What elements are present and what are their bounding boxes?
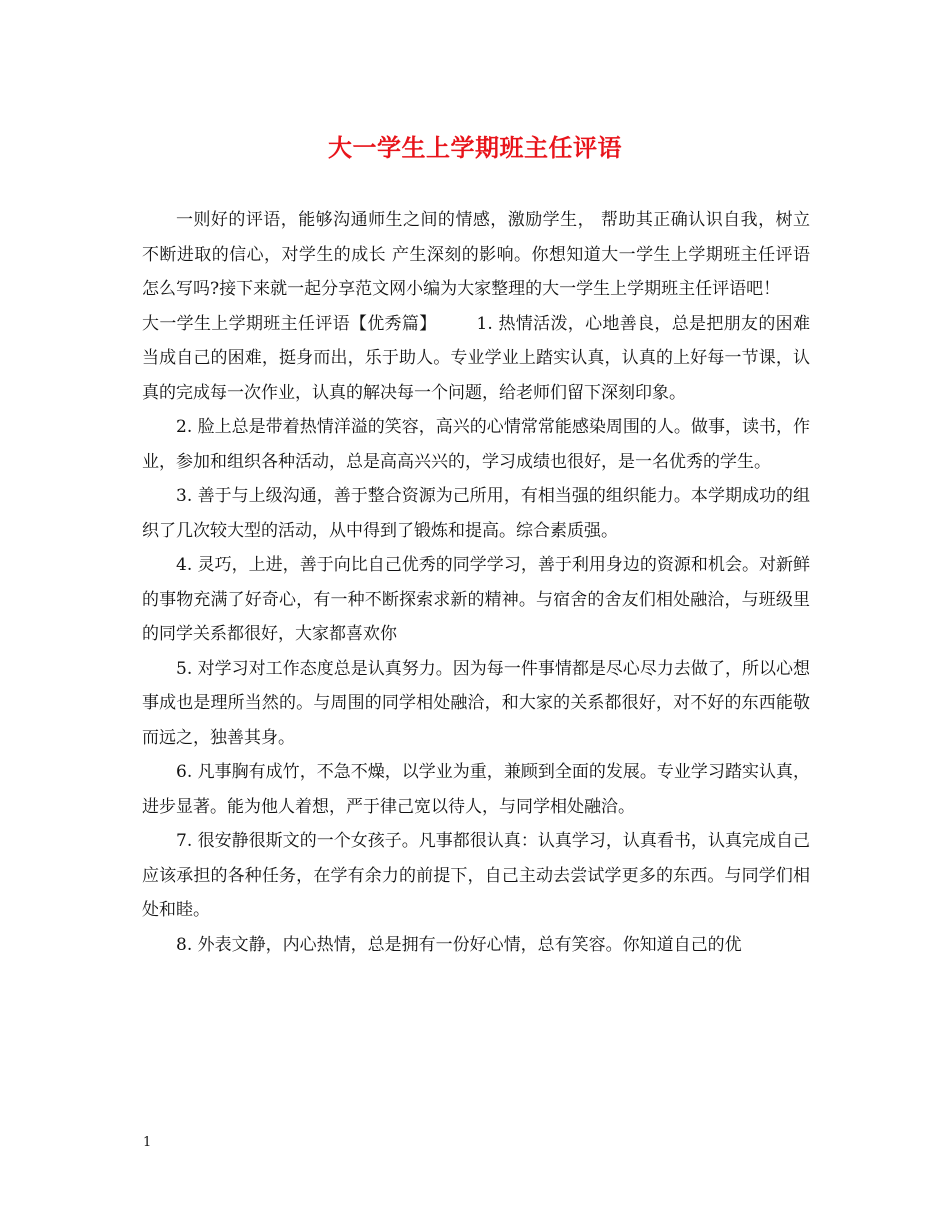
comment-item-7: 7. 很安静很斯文的一个女孩子。凡事都很认真：认真学习，认真看书，认真完成自己应该承担的各种任务，在学有余力的前提下，自己主动去尝试学更多的东西。与同学们相处和睦。 [142,831,810,920]
comment-item-1: 1. 热情活泼，心地善良，总是把朋友的困难当成自己的困难，挺身而出，乐于助人。专业学业上踏实认真，认真的上好每一节课，认真的完成每一次作业，认真的解决每一个问题，给老师们留下深刻印象。 [142,313,811,403]
comment-item-8: 8. 外表文静，内心热情，总是拥有一份好心情，总有笑容。你知道自己的优 [176,934,742,955]
section-paragraph [142,307,810,411]
comment-item-3: 3. 善于与上级沟通，善于整合资源为己所用，有相当强的组织能力。本学期成功的组织了几次较大型的活动，从中得到了锻炼和提高。综合素质强。 [142,486,810,541]
section-heading: 大一学生上学期班主任评语【优秀篇】 [142,313,437,334]
page-number: 1 [143,1135,152,1150]
intro-paragraph: 一则好的评语，能够沟通师生之间的情感，激励学生， 帮助其正确认识自我，树立不断进取的信心，对学生的成长 产生深刻的影响。你想知道大一学生上学期班主任评语怎么写吗?接下来就一起分享范文网小编为大家整理的大一学生上学期班主任评语吧！ [142,210,810,299]
page-title: 大一学生上学期班主任评语 [328,133,622,162]
comment-item-4: 4. 灵巧，上进，善于向比自己优秀的同学学习，善于利用身边的资源和机会。对新鲜的事物充满了好奇心，有一种不断探索求新的精神。与宿舍的舍友们相处融洽，与班级里的同学关系都很好，大家都喜欢你 [142,555,810,644]
comment-item-6: 6. 凡事胸有成竹，不急不燥，以学业为重，兼顾到全面的发展。专业学习踏实认真，进步显著。能为他人着想，严于律己宽以待人，与同学相处融洽。 [142,762,810,817]
comment-item-5: 5. 对学习对工作态度总是认真努力。因为每一件事情都是尽心尽力去做了，所以心想事成也是理所当然的。与周围的同学相处融洽，和大家的关系都很好，对不好的东西能敬而远之，独善其身。 [142,658,810,748]
document-body [142,203,810,962]
comment-item-2: 2. 脸上总是带着热情洋溢的笑容，高兴的心情常常能感染周围的人。做事，读书，作业，参加和组织各种活动，总是高高兴兴的，学习成绩也很好，是一名优秀的学生。 [142,417,810,472]
